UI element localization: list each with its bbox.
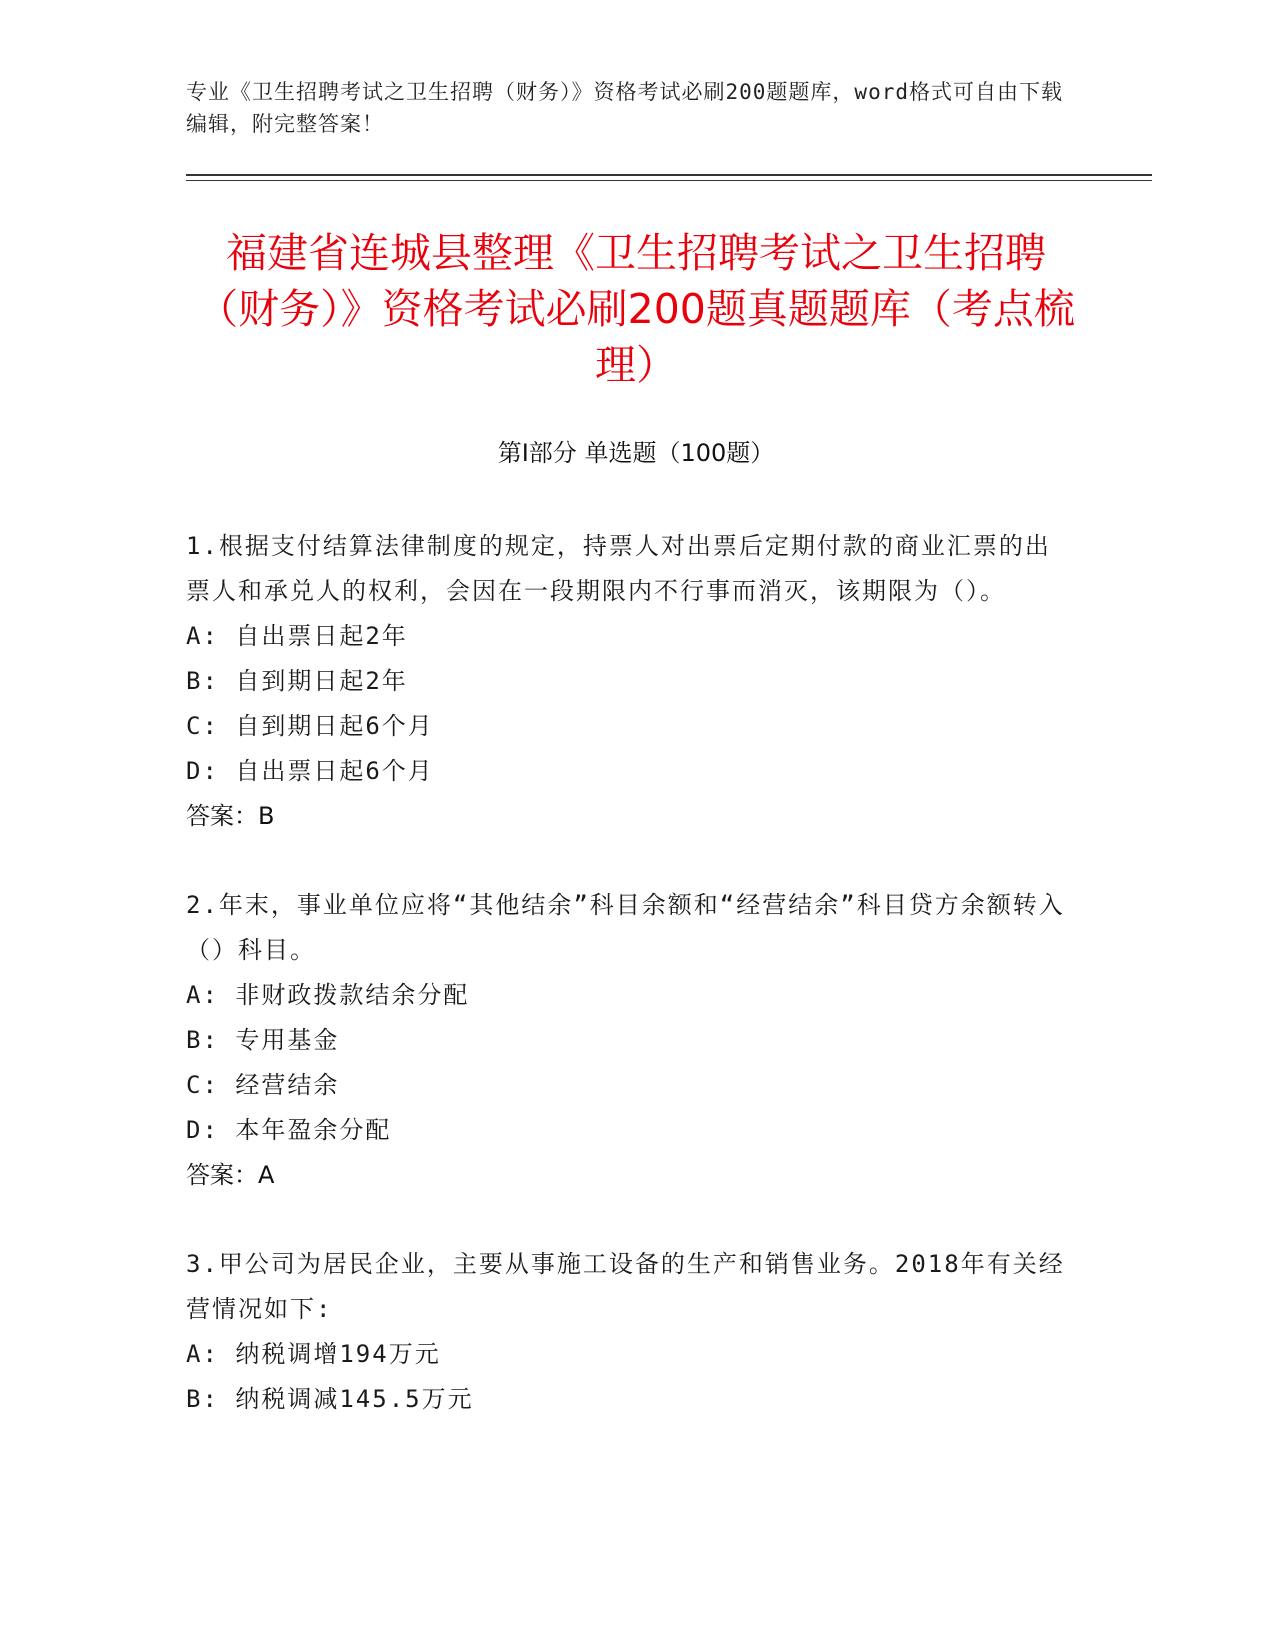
question-stem: 1.根据支付结算法律制度的规定，持票人对出票后定期付款的商业汇票的出票人和承兑人的权利，会因在一段期限内不行事而消灭，该期限为（）。 — [186, 532, 1051, 605]
option-c: C: 自到期日起6个月 — [186, 712, 434, 740]
option-d: D: 自出票日起6个月 — [186, 757, 434, 785]
question-1 — [186, 524, 1066, 839]
header-rule-thin — [186, 180, 1152, 181]
header-rule-thick — [186, 174, 1152, 176]
option-a: A: 自出票日起2年 — [186, 622, 408, 650]
document-title: 福建省连城县整理《卫生招聘考试之卫生招聘（财务）》资格考试必刷200题真题题库（考点梳理） — [197, 229, 1075, 389]
question-stem: 2.年末，事业单位应将“其他结余”科目余额和“经营结余”科目贷方余额转入（）科目。 — [186, 891, 1065, 964]
option-c: C: 经营结余 — [186, 1071, 340, 1099]
question-2 — [186, 883, 1066, 1198]
option-b: B: 专用基金 — [186, 1026, 340, 1054]
question-3 — [186, 1242, 1066, 1422]
option-b: B: 纳税调减145.5万元 — [186, 1385, 474, 1413]
header-note: 专业《卫生招聘考试之卫生招聘（财务）》资格考试必刷200题题库，word格式可自由下载编辑，附完整答案！ — [186, 80, 1063, 136]
section-title: 第Ⅰ部分 单选题（100题） — [497, 439, 775, 467]
option-d: D: 本年盈余分配 — [186, 1116, 392, 1144]
question-stem: 3.甲公司为居民企业，主要从事施工设备的生产和销售业务。2018年有关经营情况如下: — [186, 1250, 1065, 1323]
option-b: B: 自到期日起2年 — [186, 667, 408, 695]
answer-line: 答案：A — [186, 1161, 275, 1189]
question-list — [186, 524, 1066, 1466]
option-a: A: 纳税调增194万元 — [186, 1340, 441, 1368]
answer-line: 答案：B — [186, 802, 275, 830]
option-a: A: 非财政拨款结余分配 — [186, 981, 470, 1009]
